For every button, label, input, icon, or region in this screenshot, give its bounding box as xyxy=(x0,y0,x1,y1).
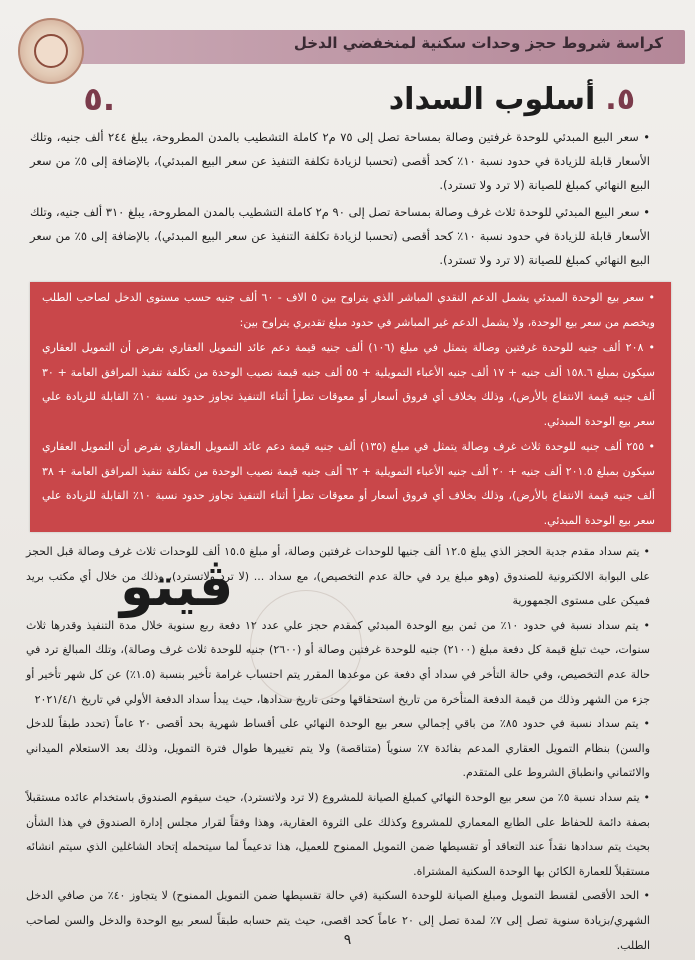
payment-paragraph-5: • الحد الأقصى لقسط التمويل ومبلغ الصيانة للوحدة السكنية (في حالة تقسيطها ضمن التمويل الممنوح) لا يتجاوز ٤٠٪ من صافي الدخل الشهري/بزيادة سنوية تصل إلى ٧٪ لمدة تصل إلى ٢٠ عاماً كحد اقصى، حيث يتم حسابه طبقاً لسعر بيع الوحدة والدخل والسن لصاحب الطلب. xyxy=(26,884,650,958)
section-number-mark: ٥. xyxy=(83,80,115,118)
support-info-text xyxy=(42,286,655,534)
section-title-text: أسلوب السداد xyxy=(388,82,596,117)
header-title: كراسة شروط حجز وحدات سكنية لمنخفضي الدخل xyxy=(293,34,663,52)
page-header xyxy=(0,18,695,76)
support-paragraph-1: • سعر بيع الوحدة المبدئي يشمل الدعم النقدي المباشر الذي يتراوح بين ٥ الاف - ٦٠ ألف جنيه حسب مستوى الدخل لصاحب الطلب ويخصم من سعر بيع الوحدة، ولا يشمل الدعم غير المباشر في حدود مبلغ تقديري يتراوح بين: xyxy=(42,286,655,335)
housing-fund-seal-icon xyxy=(18,18,84,84)
paragraph-three-room-price: • سعر البيع المبدئي للوحدة ثلاث غرف وصالة بمساحة تصل إلى ٩٠ م٢ كاملة التشطيب بالمدن المطروحة، يبلغ ٣١٠ ألف جنيه، وتلك الأسعار قابلة للزيادة في حدود نسبة ١٠٪ كحد أقصى (تحسبا لزيادة تكلفة التنفيذ عن سعر البيع المبدئي)، بالإضافة إلى ٥٪ من سعر البيع النهائي كمبلغ للصيانة (لا ترد ولا تسترد). xyxy=(30,200,650,272)
seal-emblem-icon xyxy=(34,34,68,68)
header-bar xyxy=(70,30,685,64)
section-title xyxy=(389,82,635,117)
paragraph-two-room-price: • سعر البيع المبدئي للوحدة غرفتين وصالة بمساحة تصل إلى ٧٥ م٢ كاملة التشطيب بالمدن المطروحة، يبلغ ٢٤٤ ألف جنيه، وتلك الأسعار قابلة للزيادة في حدود نسبة ١٠٪ كحد أقصى (تحسبا لزيادة تكلفة التنفيذ عن سعر البيع المبدئي)، بالإضافة إلى ٥٪ من سعر البيع النهائي كمبلغ للصيانة (لا ترد ولا تسترد). xyxy=(30,125,650,197)
payment-paragraph-3: • يتم سداد نسبة في حدود ٨٥٪ من باقي إجمالي سعر بيع الوحدة النهائي على أقساط شهرية بحد أقصى ٢٠ عاماً (تحدد طبقاً للدخل والسن) بنظام التمويل العقاري المدعم بفائدة ٧٪ سنوياً (متناقصة) ولا يتم تغييرها طوال فترة التمويل، وذلك بعد الاستعلام الميداني والائتماني وانطباق الشروط على المتقدم. xyxy=(26,712,650,786)
support-paragraph-2: • ٢٠٨ ألف جنيه للوحدة غرفتين وصالة يتمثل في مبلغ (١٠٦) ألف جنيه قيمة دعم عائد التمويل العقاري بفرض أن التمويل العقاري سيكون بمبلغ ١٥٨.٦ ألف جنيه + ١٧ ألف جنيه الأعباء التمويلية + ٥٥ ألف جنيه قيمة نصيب الوحدة من تكلفة تنفيذ المرافق العامة + ٣٠ ألف جنيه قيمة الانتفاع بالأرض)، وذلك بخلاف أي فروق أسعار أو معوقات تطرأ أثناء التنفيذ تجاوز حدود نسبة ١٠٪ القابلة للزيادة علي سعر بيع الوحدة المبدئي. xyxy=(42,336,655,434)
watermark-logo: ڤيتو xyxy=(120,555,234,618)
payment-paragraph-4: • يتم سداد نسبة ٥٪ من سعر بيع الوحدة النهائي كمبلغ الصيانة للمشروع (لا ترد ولاتسترد)، حيث سيقوم الصندوق باستخدام عائده مستقبلاً بصفة دائمة للحفاظ على الطابع المعماري للمشروع وكذلك على الثروة العقارية، وهذا وفقاً لقرار مجلس إدارة الصندوق في هذا الشأن بحيث يتم سدادها نقداً عند التعاقد أو تقسيطها ضمن التمويل الممنوح للعميل، هذا تدعيماً لما سيتحمله إتحاد الشاغلين الذي سيتم انشائه مستقبلاً للعمارة الكائن بها الوحدة السكنية المشتراة. xyxy=(26,786,650,884)
support-info-box xyxy=(30,282,671,532)
section-number: ٥. xyxy=(605,82,635,117)
payment-paragraph-1: • يتم سداد مقدم جدية الحجز الذي يبلغ ١٢.٥ ألف جنيها للوحدات غرفتين وصالة، أو مبلغ ١٥.٥ ألف للوحدات ثلاث غرف وصالة قبل الحجز على البوابة الالكترونية للصندوق (وهو مبلغ يرد في حالة عدم التخصيص)، مع سداد ... (لا ترد ولاتسترد)، وذلك من خلال أي مكتب بريد فميكن على مستوى الجمهورية xyxy=(26,540,650,614)
payment-paragraph-2: • يتم سداد نسبة في حدود ١٠٪ من ثمن بيع الوحدة المبدئي كمقدم حجز علي عدد ١٢ دفعة ربع سنوية خلال مدة التنفيذ وقدرها ثلاث سنوات، حيث تبلغ قيمة كل دفعة مبلغ (٢١٠٠) جنيه للوحدة غرفتين وصالة أو (٢٦٠٠) جنيه للوحدة ثلاث غرف وصالة)، وتلك المبالغ ترد في حالة عدم التخصيص، وفي حالة التأخر في سداد أي دفعة عن موعدها المقرر يتم احتساب غرامة تأخير بنسبة (١.٥٪) عن كل شهر تأخير أو جزء من الشهر وذلك من قيمة الدفعة المتأخرة من تاريخ استحقاقها وحتى تاريخ سدادها، حيث يبدأ سداد الدفعة الأولي في تاريخ ٢٠٢١/٤/١ xyxy=(26,614,650,712)
page-number: ٩ xyxy=(343,932,352,948)
support-paragraph-3: • ٢٥٥ ألف جنيه للوحدة ثلاث غرف وصالة يتمثل في مبلغ (١٣٥) ألف جنيه قيمة دعم عائد التمويل العقاري بفرض أن التمويل العقاري سيكون بمبلغ ٢٠١.٥ ألف جنيه + ٢٠ ألف جنيه الأعباء التمويلية + ٦٢ ألف جنيه قيمة نصيب الوحدة من تكلفة تنفيذ المرافق العامة + ٣٨ ألف جنيه قيمة الانتفاع بالأرض)، وذلك بخلاف أي فروق أسعار أو معوقات تطرأ أثناء التنفيذ تجاوز حدود نسبة ١٠٪ القابلة للزيادة علي سعر بيع الوحدة المبدئي. xyxy=(42,435,655,533)
